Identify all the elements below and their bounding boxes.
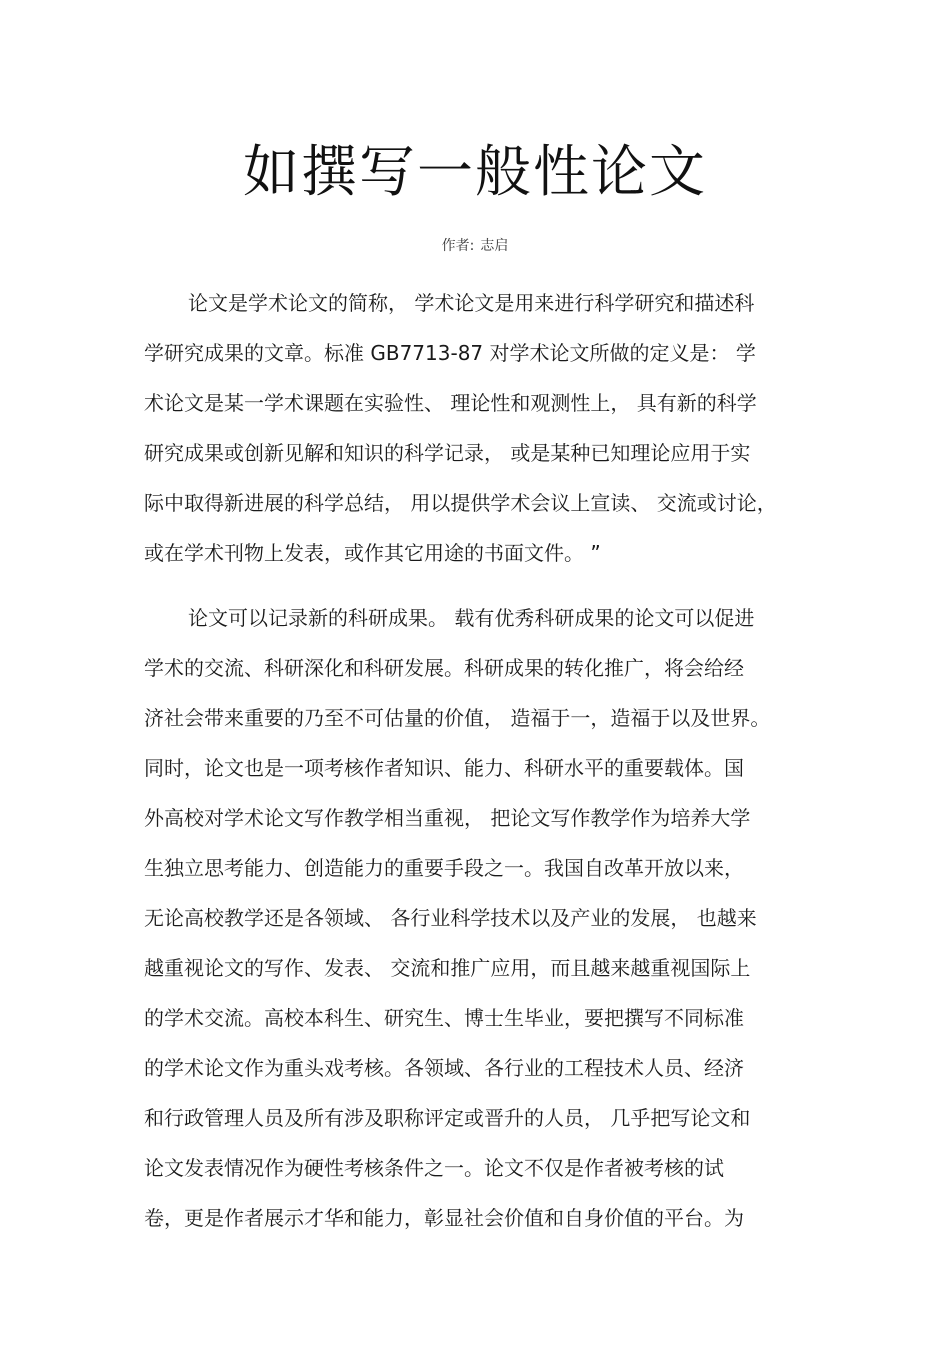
document-title: 如撰写一般性论文 [243,140,707,205]
paragraph-2-line-7: 无论高校教学还是各领域、 各行业科学技术以及产业的发展， 也越来 [144,906,757,930]
paragraph-2-line-3: 济社会带来重要的乃至不可估量的价值， 造福于一，造福于以及世界。 [144,706,771,730]
paragraph-2-line-8: 越重视论文的写作、发表、 交流和推广应用，而且越来越重视国际上 [144,956,751,980]
paragraph-2-line-9: 的学术交流。高校本科生、研究生、博士生毕业，要把撰写不同标准 [144,1006,744,1030]
paragraph-2-line-6: 生独立思考能力、创造能力的重要手段之一。我国自改革开放以来， [144,856,744,880]
author-label: 作者: [441,238,475,254]
paragraph-1-line-3: 术论文是某一学术课题在实验性、 理论性和观测性上， 具有新的科学 [144,391,757,415]
paragraph-2-line-12: 论文发表情况作为硬性考核条件之一。论文不仅是作者被考核的试 [144,1156,724,1180]
paragraph-2-line-13: 卷，更是作者展示才华和能力，彰显社会价值和自身价值的平台。为 [144,1206,744,1230]
paragraph-1-line-2: 学研究成果的文章。标准 GB7713-87 对学术论文所做的定义是： 学 [144,341,756,365]
paragraph-2-line-1: 论文可以记录新的科研成果。 载有优秀科研成果的论文可以促进 [188,606,755,630]
paragraph-2-line-11: 和行政管理人员及所有涉及职称评定或晋升的人员， 几乎把写论文和 [144,1106,751,1130]
paragraph-1-line-5: 际中取得新进展的科学总结， 用以提供学术会议上宣读、 交流或讨论， [144,491,777,515]
paragraph-2-line-2: 学术的交流、科研深化和科研发展。科研成果的转化推广，将会给经 [144,656,744,680]
paragraph-1-line-4: 研究成果或创新见解和知识的科学记录， 或是某种已知理论应用于实 [144,441,751,465]
author-byline [0,236,950,256]
paragraph-2-line-5: 外高校对学术论文写作教学相当重视， 把论文写作教学作为培养大学 [144,806,751,830]
paragraph-1-line-1: 论文是学术论文的简称， 学术论文是用来进行科学研究和描述科 [188,291,755,315]
paragraph-1-line-6: 或在学术刊物上发表，或作其它用途的书面文件。 ” [144,541,601,565]
paragraph-2-line-4: 同时，论文也是一项考核作者知识、能力、科研水平的重要载体。国 [144,756,744,780]
paragraph-2-line-10: 的学术论文作为重头戏考核。各领域、各行业的工程技术人员、经济 [144,1056,744,1080]
author-name: 志启 [480,238,509,254]
